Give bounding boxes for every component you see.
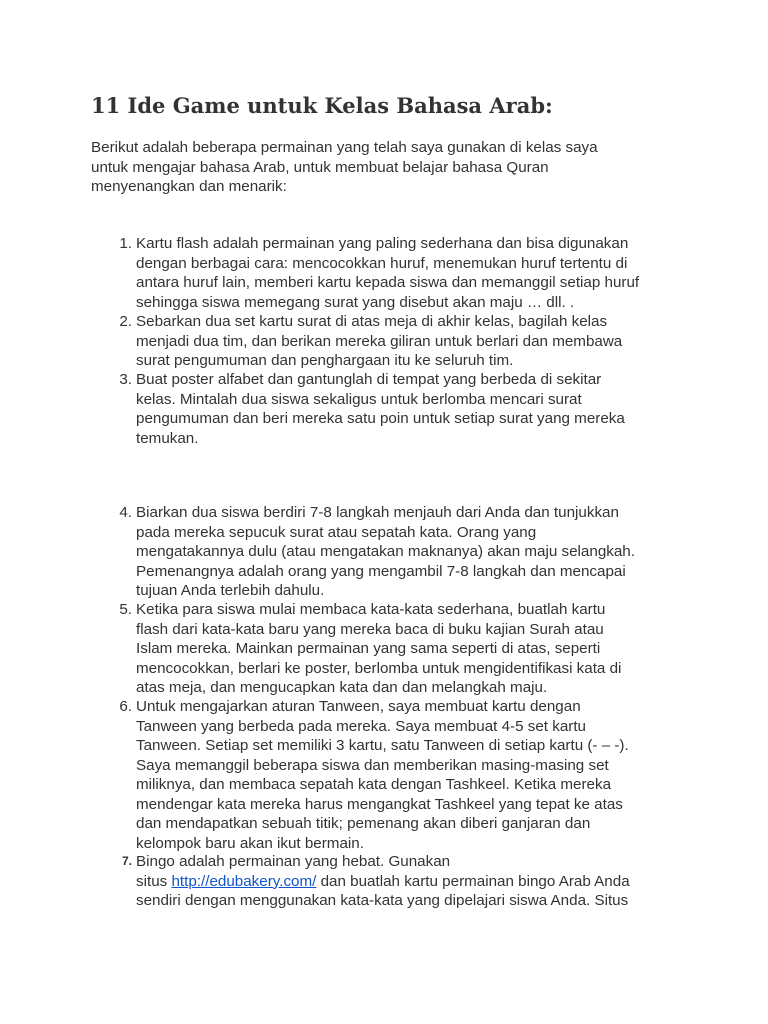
list-item-line: Tanween. Setiap set memiliki 3 kartu, satu Tanween di setiap kartu (- – -). <box>136 737 629 754</box>
list-item-line: Bingo adalah permainan yang hebat. Gunakan <box>136 853 451 870</box>
list-item-line: mendengar kata mereka harus mengangkat Tashkeel yang tepat ke atas <box>136 795 623 813</box>
list-item-line: antara huruf lain, memberi kartu kepada siswa dan memanggil setiap huruf <box>136 274 640 291</box>
list-item-line: mencocokkan, berlari ke poster, berlomba untuk mengidentifikasi kata di <box>136 659 622 677</box>
list-item-line: sehingga siswa memegang surat yang disebut akan maju … dll. . <box>136 293 575 311</box>
list-number: 2. <box>119 313 132 330</box>
link-prefix-text: situs <box>136 872 172 890</box>
list-number: 1. <box>119 235 132 252</box>
list-item-line: Saya memanggil beberapa siswa dan memberikan masing-masing set <box>136 756 609 774</box>
list-item-7 <box>121 852 716 911</box>
list-item-line: Sebarkan dua set kartu surat di atas meja di akhir kelas, bagilah kelas <box>136 313 608 330</box>
list-number: 6. <box>119 698 132 715</box>
list-item-line: Buat poster alfabet dan gantunglah di tempat yang berbeda di sekitar <box>136 371 602 388</box>
list-item-4 <box>119 503 716 601</box>
list-item-line: temukan. <box>136 429 199 447</box>
list-item-line: Tanween yang berbeda pada mereka. Saya membuat 4-5 set kartu <box>136 717 586 735</box>
list-item-line: mengatakannya dulu (atau mengatakan maknanya) akan maju selangkah. <box>136 543 635 560</box>
list-item-line: Biarkan dua siswa berdiri 7-8 langkah menjauh dari Anda dan tunjukkan <box>136 504 619 521</box>
list-item-5 <box>119 600 716 698</box>
list-number: 3. <box>119 371 132 388</box>
intro-line: Berikut adalah beberapa permainan yang telah saya gunakan di kelas saya <box>91 139 598 156</box>
intro-line: menyenangkan dan menarik: <box>91 178 287 195</box>
list-number: 4. <box>119 504 132 521</box>
link-suffix-text: dan buatlah kartu permainan bingo Arab Anda <box>316 872 630 890</box>
intro-line: untuk mengajar bahasa Arab, untuk membuat belajar bahasa Quran <box>91 158 549 176</box>
list-item-line: Islam mereka. Mainkan permainan yang sama seperti di atas, seperti <box>136 640 601 657</box>
list-item-1 <box>119 234 716 312</box>
intro-paragraph <box>91 138 691 197</box>
list-item-line: dengan berbagai cara: mencocokkan huruf, menemukan huruf tertentu di <box>136 254 628 272</box>
list-item-line: sendiri dengan menggunakan kata-kata yang dipelajari siswa Anda. Situs <box>136 892 629 909</box>
list-item-line: surat pengumuman dan penghargaan itu ke seluruh tim. <box>136 352 514 369</box>
list-item-line: tujuan Anda terlebih dahulu. <box>136 582 325 599</box>
list-item-line: kelas. Mintalah dua siswa sekaligus untuk berlomba mencari surat <box>136 390 582 408</box>
list-item-line: Untuk mengajarkan aturan Tanween, saya membuat kartu dengan <box>136 698 581 715</box>
list-item-3 <box>119 370 716 448</box>
list-item-line: dan mendapatkan sebuah titik; pemenang akan diberi ganjaran dan <box>136 815 591 832</box>
list-item-line <box>136 872 716 892</box>
list-item-line: pengumuman dan beri mereka satu poin untuk setiap surat yang mereka <box>136 410 625 427</box>
list-item-line: kelompok baru akan ikut bermain. <box>136 834 364 852</box>
edubakery-link[interactable]: http://edubakery.com/ <box>171 872 317 890</box>
list-item-line: Kartu flash adalah permainan yang paling sederhana dan bisa digunakan <box>136 235 629 252</box>
list-item-line: menjadi dua tim, dan berikan mereka giliran untuk berlari dan membawa <box>136 332 623 350</box>
list-item-line: Ketika para siswa mulai membaca kata-kata sederhana, buatlah kartu <box>136 601 606 618</box>
list-item-line: miliknya, dan membaca sepatah kata dengan Tashkeel. Ketika mereka <box>136 776 612 793</box>
list-item-line: atas meja, dan mengucapkan kata dan dan melangkah maju. <box>136 679 548 696</box>
list-number: 7. <box>121 854 132 868</box>
list-number: 5. <box>119 601 132 618</box>
list-item-line: flash dari kata-kata baru yang mereka baca di buku kajian Surah atau <box>136 620 604 638</box>
list-item-2 <box>119 312 716 371</box>
list-item-line: pada mereka sepucuk surat atau sepatah kata. Orang yang <box>136 523 537 541</box>
list-item-line: Pemenangnya adalah orang yang mengambil 7-8 langkah dan mencapai <box>136 562 626 580</box>
list-item-6 <box>119 697 716 853</box>
document-title: 11 Ide Game untuk Kelas Bahasa Arab: <box>91 93 553 118</box>
